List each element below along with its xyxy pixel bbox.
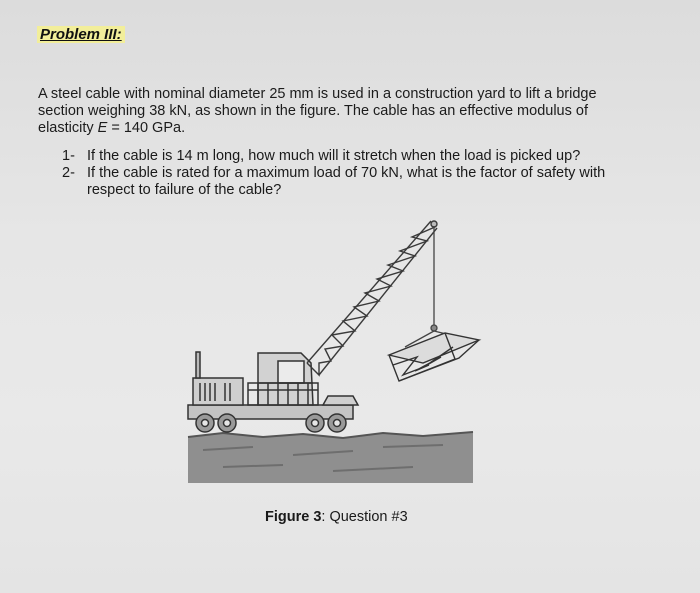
figure-label: Figure 3 — [265, 509, 322, 525]
modulus-symbol: E — [97, 120, 108, 136]
statement-line: A steel cable with nominal diameter 25 mm is used in a construction yard to lift a bridge — [38, 86, 597, 102]
question-list — [62, 148, 682, 199]
figure-caption-text: : Question #3 — [321, 509, 408, 525]
crane-illustration — [183, 215, 483, 485]
question-item — [62, 148, 682, 165]
question-text: If the cable is rated for a maximum load of 70 kN, what is the factor of safety with — [87, 165, 606, 181]
problem-statement — [38, 86, 678, 137]
hoist-cable-icon — [405, 226, 475, 347]
ground-icon — [188, 432, 473, 483]
question-text: respect to failure of the cable? — [87, 182, 282, 198]
crane-figure — [183, 215, 483, 485]
statement-line: elasticity E = 140 GPa. — [38, 120, 186, 136]
question-text: If the cable is 14 m long, how much will it stretch when the load is picked up? — [87, 148, 581, 164]
crane-truck-icon — [188, 352, 358, 432]
statement-line: section weighing 38 kN, as shown in the figure. The cable has an effective modulus of — [38, 103, 588, 119]
figure-caption — [265, 509, 408, 525]
bridge-truss-section-icon — [389, 333, 479, 381]
problem-heading: Problem III: — [37, 26, 125, 43]
question-number: 1- — [62, 148, 75, 164]
question-number: 2- — [62, 165, 75, 181]
question-item — [62, 165, 682, 199]
